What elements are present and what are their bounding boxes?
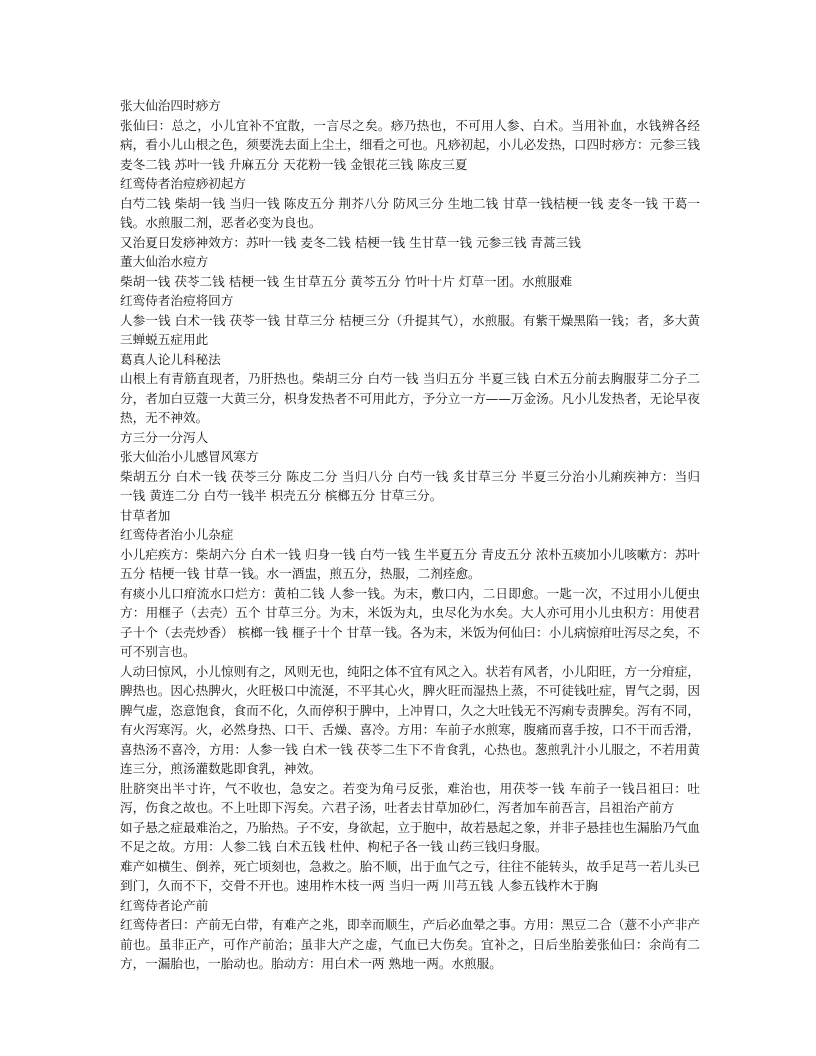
heading-child-cold: 张大仙治小儿感冒风寒方 bbox=[120, 449, 259, 464]
paragraph-summer-rash-formula: 又治夏日发痧神效方：苏叶一钱 麦冬二钱 桔梗一钱 生甘草一钱 元参三钱 青蒿三钱 bbox=[120, 234, 581, 250]
heading-pox-recovery: 红鸾侍者治痘将回方 bbox=[120, 293, 234, 308]
heading-misc-child-ailments: 红鸾侍者治小儿杂症 bbox=[120, 527, 234, 542]
paragraph-mouth-worms: 有痰小儿口疳流水口烂方：黄柏二钱 人参一钱。为末，敷口内，二日即愈。一匙一次，不过用小儿便虫方：用榧子（去壳）五个 甘草三分。为末，米饭为丸，虫尽化为水矣。大人亦可用小儿虫积方：用使君子十个（去壳炒香） 槟榔一钱 榧子十个 甘草一钱。各为末，米饭为何仙曰：小儿病惊疳吐泻尽之矣，不可不别言也。 bbox=[120, 585, 700, 659]
paragraph-prenatal-discussion: 红鸾侍者曰：产前无白带，有难产之兆，即幸而顺生，产后必血晕之事。方用：黑豆二合（薏不小产非产前也。虽非正产，可作产前治；虽非大产之虚，气血已大伤矣。宜补之，日后坐胎姜张仙曰：余尚有二方，一漏胎也，一胎动也。胎动方：用白术一两 熟地一两。水煎服。 bbox=[120, 917, 700, 971]
document-page bbox=[120, 96, 700, 974]
paragraph-early-pox-formula: 白芍二钱 柴胡一钱 当归一钱 陈皮五分 荆芥八分 防风三分 生地二钱 甘草一钱桔梗一钱 麦冬一钱 干葛一钱。水煎服二剂，恶者必变为良也。 bbox=[120, 195, 700, 230]
text-fragment: 甘草者加 bbox=[120, 507, 171, 523]
paragraph-difficult-labor: 难产如横生、倒养，死亡顷刻也，急救之。胎不顺，出于血气之亏，往往不能转头，故手足芎一若儿头已到门，久而不下，交骨不开也。速用柞木枝一两 当归一两 川芎五钱 人参五钱柞木于胸 bbox=[120, 858, 700, 893]
paragraph-pediatric-secrets: 山根上有青筋直现者，乃肝热也。柴胡三分 白芍一钱 当归五分 半夏三钱 白术五分前去胸服芽二分子二分，者加白豆蔻一大黄三分，枳身发热者不可用此方，予分立一方——万金汤。凡小儿发热者，无论早夜热，无不神效。 bbox=[120, 371, 700, 425]
paragraph-rash-treatment: 张仙曰：总之，小儿宜补不宜散，一言尽之矣。痧乃热也，不可用人参、白术。当用补血，水钱辨各经病，看小儿山根之色，须要洗去面上尘土，细看之可也。凡痧初起，小儿必发热，口四时痧方：元参三钱 麦冬二钱 苏叶一钱 升麻五分 天花粉一钱 金银花三钱 陈皮三夏 bbox=[120, 117, 700, 172]
paragraph-chickenpox-formula: 柴胡一钱 茯苓二钱 桔梗一钱 生甘草五分 黄芩五分 竹叶十片 灯草一团。水煎服难 bbox=[120, 273, 573, 289]
paragraph-convulsion-diarrhea: 人动曰惊风，小儿惊则有之，风则无也，纯阳之体不宜有风之入。状若有风者，小儿阳旺，方一分疳症，脾热也。因心热脾火，火旺极口中流涎，不平其心火，脾火旺而湿热上蒸，不可徒钱吐症，胃气之弱，因脾气虚，恣意饱食，食而不化，久而停积于脾中，上冲胃口，久之大吐钱无不泻痢专责脾矣。泻有不同，有火泻寒泻。火，必然身热、口干、舌燥、喜冷。方用：车前子水煎寒，腹痛而喜手按，口不干而舌滑，喜热汤不喜冷，方用：人参一钱 白术一钱 茯苓二生下不肯食乳，心热也。葱煎乳汁小儿服之，不若用黄连三分，煎汤灌数匙即食乳，神效。 bbox=[120, 663, 700, 776]
paragraph-malaria-cough: 小儿疟疾方：柴胡六分 白术一钱 归身一钱 白芍一钱 生半夏五分 青皮五分 浓朴五痰加小儿咳嗽方：苏叶五分 桔梗一钱 甘草一钱。水一酒盅，煎五分，热服，二剂痊愈。 bbox=[120, 546, 700, 581]
heading-early-pox-rash: 红鸾侍者治痘痧初起方 bbox=[120, 176, 246, 191]
paragraph-child-cold-formula: 柴胡五分 白术一钱 茯苓三分 陈皮二分 当归八分 白芍一钱 炙甘草三分 半夏三分治小儿痢疾神方：当归一钱 黄连二分 白芍一钱半 枳壳五分 槟榔五分 甘草三分。 bbox=[120, 468, 700, 503]
heading-pediatric-secrets: 葛真人论儿科秘法 bbox=[120, 351, 221, 367]
heading-seasonal-rash: 张大仙治四时痧方 bbox=[120, 98, 221, 113]
text-fragment: 方三分一分泻人 bbox=[120, 429, 209, 445]
heading-chickenpox: 董大仙治水痘方 bbox=[120, 254, 209, 269]
paragraph-pox-recovery-formula: 人参一钱 白术一钱 茯苓一钱 甘草三分 桔梗三分（升提其气），水煎服。有紫干燥黑陷一钱；者，多大黄三蝉蜕五症用此 bbox=[120, 312, 700, 347]
paragraph-navel-vomiting: 肚脐突出半寸许，气不收也，急安之。若变为角弓反张，难治也，用茯苓一钱 车前子一钱吕祖曰：吐泻，伤食之故也。不上吐即下泻矣。六君子汤，吐者去甘草加砂仁，泻者加车前吾言，吕祖治产前方 bbox=[120, 780, 700, 815]
paragraph-suspended-fetus: 如子悬之症最难治之，乃胎热。子不安，身欲起，立于胞中，故若悬起之象，并非子悬挂也生漏胎乃气血不足之故。方用：人参二钱 白术五钱 杜仲、枸杞子各一钱 山药三钱归身服。 bbox=[120, 819, 700, 854]
heading-prenatal: 红鸾侍者论产前 bbox=[120, 897, 209, 913]
